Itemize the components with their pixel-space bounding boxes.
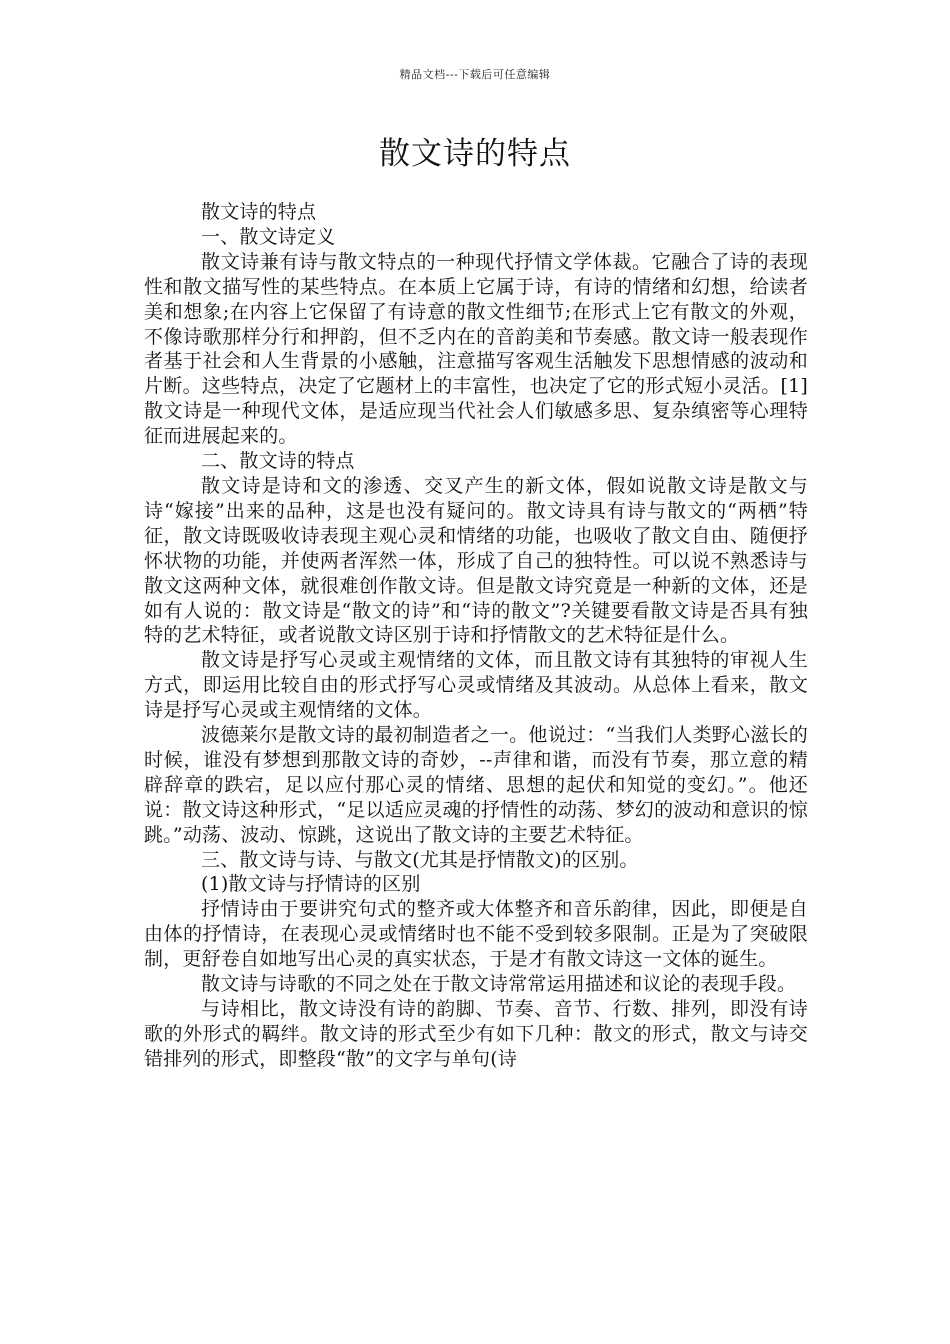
paragraph: 散文诗兼有诗与散文特点的一种现代抒情文学体裁。它融合了诗的表现性和散文描写性的某些特点。在本质上它属于诗，有诗的情绪和幻想，给读者美和想象;在内容上它保留了有诗意的散文性细节;在形式上它有散文的外观，不像诗歌那样分行和押韵，但不乏内在的音韵美和节奏感。散文诗一般表现作者基于社会和人生背景的小感触，注意描写客观生活触发下思想情感的波动和片断。这些特点，决定了它题材上的丰富性，也决定了它的形式短小灵活。[1]散文诗是一种现代文体，是适应现当代社会人们敏感多思、复杂缜密等心理特征而进展起来的。 xyxy=(144,250,808,448)
paragraph: 散文诗与诗歌的不同之处在于散文诗常常运用描述和议论的表现手段。 xyxy=(201,973,797,996)
document-body xyxy=(144,200,808,1072)
paragraph: 波德莱尔是散文诗的最初制造者之一。他说过：“当我们人类野心滋长的时候，谁没有梦想到那散文诗的奇妙，--声律和谐，而没有节奏，那立意的精辟辞章的跌宕，足以应付那心灵的情绪、思想的起伏和知觉的变幻。”。他还说：散文诗这种形式，“足以适应灵魂的抒情性的动荡、梦幻的波动和意识的惊跳。”动荡、波动、惊跳，这说出了散文诗的主要艺术特征。 xyxy=(144,724,808,846)
document-title: 散文诗的特点 xyxy=(379,136,571,172)
paragraph: 一、散文诗定义 xyxy=(201,225,336,248)
paragraph: 二、散文诗的特点 xyxy=(201,450,355,473)
paragraph: 散文诗是诗和文的渗透、交叉产生的新文体，假如说散文诗是散文与诗“嫁接”出来的品种，这是也没有疑问的。散文诗具有诗与散文的“两栖”特征，散文诗既吸收诗表现主观心灵和情绪的功能，也吸收了散文自由、随便抒怀状物的功能，并使两者浑然一体，形成了自己的独特性。可以说不熟悉诗与散文这两种文体，就很难创作散文诗。但是散文诗究竟是一种新的文体，还是如有人说的：散文诗是“散文的诗”和“诗的散文”?关键要看散文诗是否具有独特的艺术特征，或者说散文诗区别于诗和抒情散文的艺术特征是什么。 xyxy=(144,474,808,647)
paragraph: 散文诗的特点 xyxy=(201,201,317,223)
header-note: 精品文档---下载后可任意编辑 xyxy=(399,68,551,81)
paragraph: 与诗相比，散文诗没有诗的韵脚、节奏、音节、行数、排列，即没有诗歌的外形式的羁绊。散文诗的形式至少有如下几种：散文的形式，散文与诗交错排列的形式，即整段“散”的文字与单句(诗 xyxy=(144,998,808,1070)
paragraph: 抒情诗由于要讲究句式的整齐或大体整齐和音乐韵律，因此，即便是自由体的抒情诗，在表现心灵或情绪时也不能不受到较多限制。正是为了突破限制，更舒卷自如地写出心灵的真实状态，于是才有散文诗这一文体的诞生。 xyxy=(144,898,808,971)
paragraph: 三、散文诗与诗、与散文(尤其是抒情散文)的区别。 xyxy=(201,848,639,871)
paragraph: (1)散文诗与抒情诗的区别 xyxy=(201,873,421,896)
paragraph: 散文诗是抒写心灵或主观情绪的文体，而且散文诗有其独特的审视人生方式，即运用比较自由的形式抒写心灵或情绪及其波动。从总体上看来，散文诗是抒写心灵或主观情绪的文体。 xyxy=(144,649,808,722)
